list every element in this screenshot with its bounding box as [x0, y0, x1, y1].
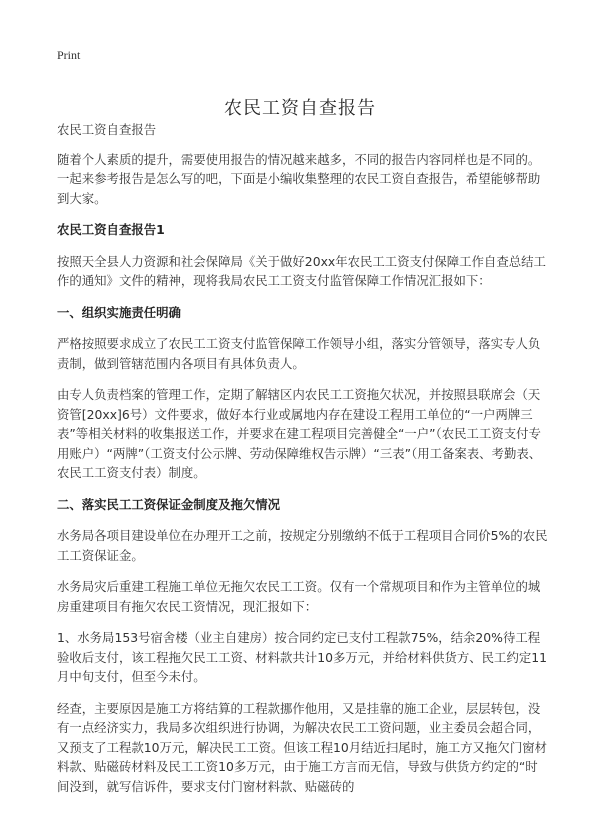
paragraph-4: 水务局各项目建设单位在办理开工之前，按规定分别缴纳不低于工程项目合同价5%的农民工工资保证金。: [57, 528, 548, 563]
print-link[interactable]: Print: [57, 48, 81, 62]
paragraph-2: 严格按照要求成立了农民工工资支付监管保障工作领导小组，落实分管领导，落实专人负责制，做到管辖范围内各项目有具体负责人。: [57, 336, 541, 371]
paragraph-6: 1、水务局153号宿舍楼（业主自建房）按合同约定已支付工程款75%，结余20%待工程验收后支付，该工程拖欠民工工资、材料款共计10多万元，并给材料供货方、民工约定11月中旬支付，但至今未付。: [57, 630, 547, 684]
paragraph-7: 经查，主要原因是施工方将结算的工程款挪作他用，又是挂靠的施工企业，层层转包，没有一点经济实力，我局多次组织进行协调，为解决农民工工资问题，业主委员会超合同，又预支了工程款10万元，解决民工工资。但该工程10月结近扫尾时，施工方又拖欠门窗材料款、贴磁砖材料及民工工资10多万元，由于施工方言而无信，导致与供货方约定的“时间没到，就写信诉件，要求支付门窗材料款、贴磁砖的: [57, 700, 547, 794]
paragraph-5: 水务局灾后重建工程施工单位无拖欠农民工工资。仅有一个常规项目和作为主管单位的城房重建项目有拖欠农民工资情况，现汇报如下：: [57, 579, 541, 614]
report-heading: 农民工资自查报告1: [57, 222, 165, 237]
document-body: [57, 120, 549, 808]
paragraph-3: 由专人负责档案的管理工作，定期了解辖区内农民工工资拖欠状况，并按照县联席会（天资管[20xx]6号）文件要求，做好本行业或属地内存在建设工程用工单位的“一户两牌三表”等相关材料的收集报送工作，并要求在建工程项目完善健全“一户”（农民工工资支付专用账户）“两牌”（工资支付公示牌、劳动保障维权告示牌）“三表”（用工备案表、考勤表、农民工工资支付表）制度。: [57, 387, 542, 480]
intro-paragraph: 随着个人素质的提升，需要使用报告的情况越来越多，不同的报告内容同样也是不同的。一起来参考报告是怎么写的吧，下面是小编收集整理的农民工资自查报告，希望能够帮助到大家。: [57, 151, 541, 206]
page-title: 农民工资自查报告: [224, 98, 376, 120]
document-subtitle: 农民工资自查报告: [57, 122, 157, 137]
section-2-heading: 二、落实民工工资保证金制度及拖欠情况: [57, 496, 281, 512]
paragraph-1: 按照天全县人力资源和社会保障局《关于做好20xx年农民工工资支付保障工作自查总结工作的通知》文件的精神，现将我局农民工工资支付监管保障工作情况汇报如下：: [57, 253, 546, 288]
section-1-heading: 一、组织实施责任明确: [57, 304, 181, 320]
